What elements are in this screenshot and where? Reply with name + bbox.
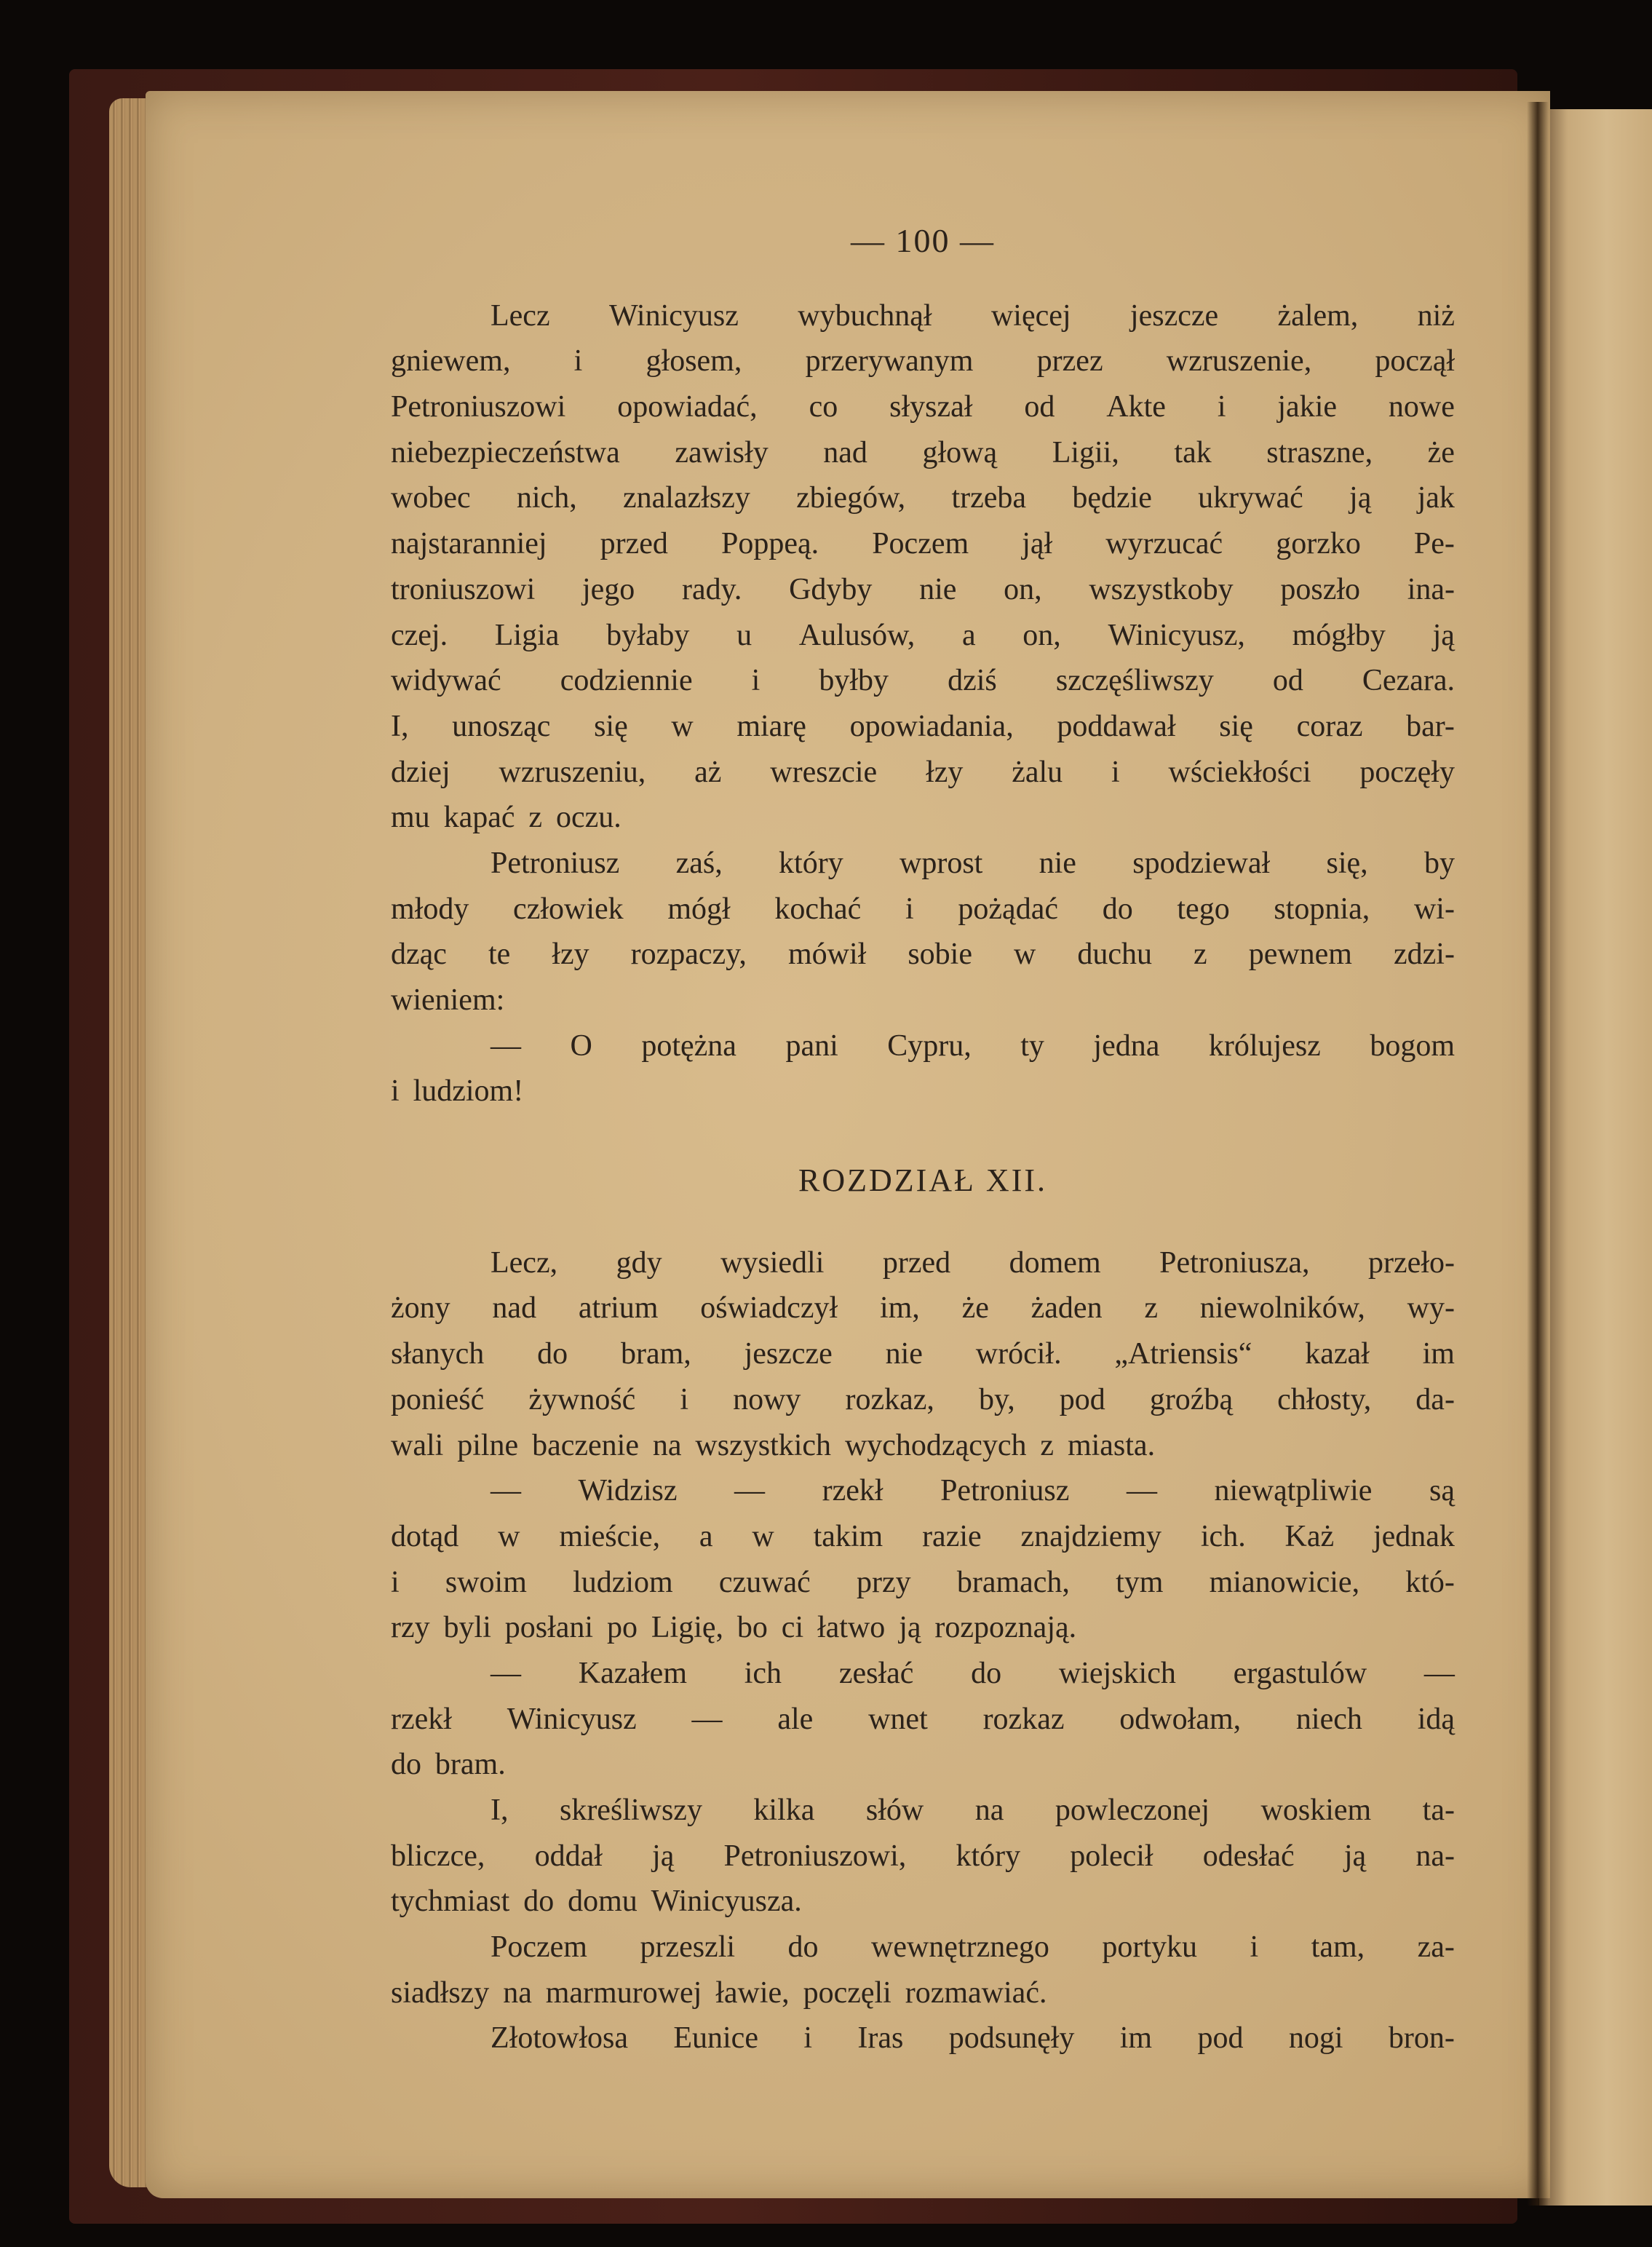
text-line: Lecz Winicyusz wybuchnął więcej jeszcze żalem, niż	[491, 298, 1455, 333]
text-line: wieniem:	[391, 983, 505, 1017]
text-line: widywać codziennie i byłby dziś szczęśliwszy od Cezara.	[391, 664, 1455, 698]
text-line: do bram.	[391, 1748, 506, 1782]
text-line: ponieść żywność i nowy rozkaz, by, pod groźbą chłosty, da-	[391, 1382, 1455, 1416]
text-line: słanych do bram, jeszcze nie wrócił. „Atriensis“ kazał im	[391, 1337, 1455, 1371]
page-number: — 100 —	[851, 222, 995, 259]
text-line: I, unosząc się w miarę opowiadania, poddawał się coraz bar-	[391, 709, 1455, 743]
chapter-heading: ROZDZIAŁ XII.	[798, 1162, 1048, 1199]
text-line: — Widzisz — rzekł Petroniusz — niewątpliwie są	[491, 1474, 1455, 1508]
text-line: młody człowiek mógł kochać i pożądać do tego stopnia, wi-	[391, 892, 1455, 926]
text-line: czej. Ligia byłaby u Aulusów, a on, Winicyusz, mógłby ją	[391, 618, 1455, 652]
text-line: wobec nich, znalazłszy zbiegów, trzeba będzie ukrywać ją jak	[391, 481, 1455, 515]
text-line: dziej wzruszeniu, aż wreszcie łzy żalu i wściekłości poczęły	[391, 755, 1455, 789]
text-line: I, skreśliwszy kilka słów na powleczonej woskiem ta-	[491, 1794, 1455, 1827]
text-before-heading	[391, 293, 1455, 1114]
text-line: Petroniusz zaś, który wprost nie spodziewał się, by	[491, 846, 1455, 880]
book-gutter	[1527, 102, 1549, 2206]
text-line: niebezpieczeństwa zawisły nad głową Ligii, tak straszne, że	[391, 435, 1455, 469]
text-line: gniewem, i głosem, przerywanym przez wzruszenie, począł	[391, 344, 1455, 379]
text-line: Złotowłosa Eunice i Iras podsunęły im pod nogi bron-	[491, 2021, 1455, 2056]
text-line: rzy byli posłani po Ligię, bo ci łatwo ją rozpoznają.	[391, 1611, 1077, 1645]
text-line: — Kazałem ich zesłać do wiejskich ergastulów —	[491, 1656, 1455, 1690]
text-line: i swoim ludziom czuwać przy bramach, tym mianowicie, któ-	[391, 1565, 1455, 1599]
text-line: bliczce, oddał ją Petroniuszowi, który polecił odesłać ją na-	[391, 1839, 1455, 1873]
text-line: tychmiast do domu Winicyusza.	[391, 1885, 802, 1919]
text-line: siadłszy na marmurowej ławie, poczęli rozmawiać.	[391, 1975, 1047, 2010]
text-line: Poczem przeszli do wewnętrznego portyku i tam, za-	[491, 1930, 1455, 1965]
text-line: rzekł Winicyusz — ale wnet rozkaz odwołam, niech idą	[391, 1702, 1455, 1736]
text-line: Petroniuszowi opowiadać, co słyszał od Akte i jakie nowe	[391, 390, 1455, 424]
text-line: dząc te łzy rozpaczy, mówił sobie w duchu z pewnem zdzi-	[391, 938, 1455, 972]
text-line: — O potężna pani Cypru, ty jedna królujesz bogom	[491, 1029, 1455, 1063]
text-line: najstaranniej przed Poppeą. Poczem jął wyrzucać gorzko Pe-	[391, 527, 1455, 561]
text-line: Lecz, gdy wysiedli przed domem Petroniusza, przeło-	[491, 1245, 1455, 1280]
next-page-edge	[1539, 109, 1652, 2206]
text-line: troniuszowi jego rady. Gdyby nie on, wszystkoby poszło ina-	[391, 572, 1455, 606]
text-line: i ludziom!	[391, 1074, 524, 1109]
text-line: dotąd w mieście, a w takim razie znajdziemy ich. Każ jednak	[391, 1519, 1455, 1553]
text-after-heading	[391, 1240, 1455, 2061]
text-line: mu kapać z oczu.	[391, 801, 622, 835]
text-line: wali pilne baczenie na wszystkich wychodzących z miasta.	[391, 1428, 1156, 1462]
page-text	[391, 218, 1455, 2061]
text-line: żony nad atrium oświadczył im, że żaden z niewolników, wy-	[391, 1291, 1455, 1325]
